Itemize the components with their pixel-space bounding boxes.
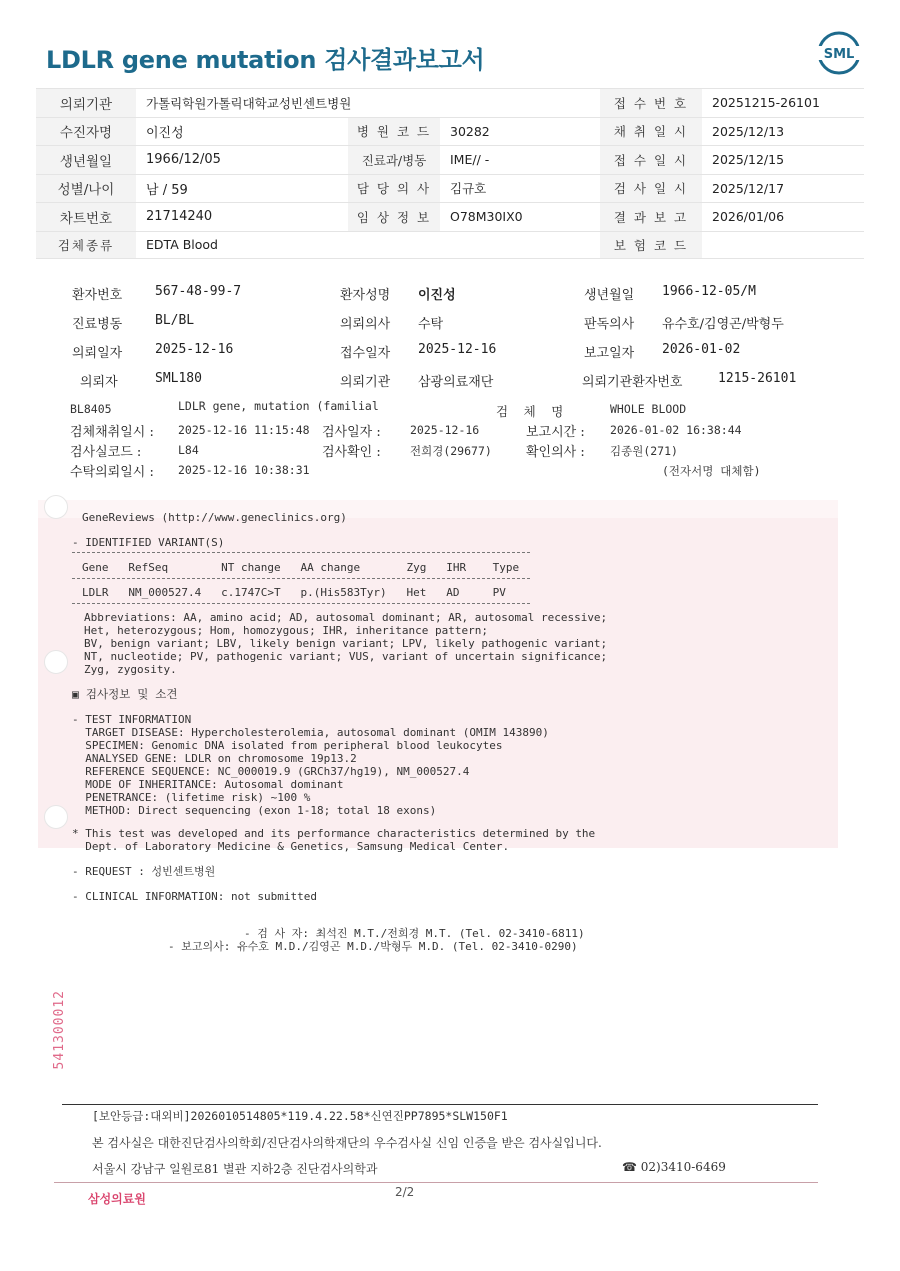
header-value: 2025/12/17 bbox=[712, 180, 785, 196]
page-number: 2/2 bbox=[395, 1185, 415, 1199]
report-title: LDLR gene mutation 검사결과보고서 bbox=[46, 46, 485, 74]
test-info-line: MODE OF INHERITANCE: Autosomal dominant bbox=[72, 778, 344, 791]
phone-line: ☎ 02)3410-6469 bbox=[622, 1160, 726, 1174]
patient-value: 2025-12-16 bbox=[155, 342, 234, 357]
patient-label: 판독의사 bbox=[584, 317, 635, 332]
header-label: 검체종류 bbox=[36, 232, 136, 259]
patient-value: 567-48-99-7 bbox=[155, 284, 242, 299]
reporter-line: - 보고의사: 유수호 M.D./김영곤 M.D./박형두 M.D. (Tel. 02-3410-0290) bbox=[168, 940, 578, 953]
test-info-line: REFERENCE SEQUENCE: NC_000019.9 (GRCh37/hg19), NM_000527.4 bbox=[72, 765, 470, 778]
hospital-name: 삼성의료원 bbox=[88, 1192, 146, 1206]
header-value: 김규호 bbox=[450, 181, 487, 197]
specimen-label: 검 체 명 bbox=[496, 404, 568, 419]
test-value: 2025-12-16 11:15:48 bbox=[178, 423, 310, 437]
abbrev-line: Abbreviations: AA, amino acid; AD, autosomal dominant; AR, autosomal recessive; bbox=[84, 611, 608, 624]
patient-value: 1215-26101 bbox=[718, 371, 797, 386]
header-label: 담 당 의 사 bbox=[348, 175, 440, 203]
patient-value: 1966-12-05/M bbox=[662, 284, 756, 299]
patient-value: 2025-12-16 bbox=[418, 342, 497, 357]
test-value: L84 bbox=[178, 443, 199, 457]
abbrev-line: Het, heterozygous; Hom, homozygous; IHR, inheritance pattern; bbox=[84, 624, 488, 637]
test-code: BL8405 bbox=[70, 402, 112, 416]
patient-label: 진료병동 bbox=[72, 317, 123, 332]
certification-line: 본 검사실은 대한진단검사의학회/진단검사의학재단의 우수검사실 신임 인증을 받은 검사실입니다. bbox=[92, 1136, 602, 1150]
test-value: 2025-12-16 bbox=[410, 423, 480, 437]
header-value: 남 / 59 bbox=[146, 182, 188, 198]
test-info-line: ANALYSED GENE: LDLR on chromosome 19p13.2 bbox=[72, 752, 357, 765]
table-rule bbox=[72, 552, 530, 553]
header-value: 이진성 bbox=[146, 125, 184, 141]
abbrev-line: NT, nucleotide; PV, pathogenic variant; VUS, variant of uncertain significance; bbox=[84, 650, 608, 663]
patient-label: 의뢰의사 bbox=[340, 317, 391, 332]
footer-rule bbox=[54, 1182, 818, 1183]
header-row bbox=[36, 88, 864, 117]
header-row bbox=[36, 145, 864, 174]
test-label: 확인의사 : bbox=[526, 445, 585, 460]
header-label: 성별/나이 bbox=[36, 175, 136, 203]
header-value: 2026/01/06 bbox=[712, 209, 785, 225]
test-info-line: SPECIMEN: Genomic DNA isolated from peripheral blood leukocytes bbox=[72, 739, 503, 752]
header-table bbox=[36, 88, 864, 259]
header-row bbox=[36, 174, 864, 203]
abbrev-line: Zyg, zygosity. bbox=[84, 663, 177, 676]
specimen-value: WHOLE BLOOD bbox=[610, 402, 687, 416]
patient-value: 이진성 bbox=[418, 288, 456, 303]
test-name: LDLR gene, mutation (familial bbox=[178, 399, 379, 413]
header-label: 의뢰기관 bbox=[36, 89, 136, 117]
examiner-line: - 검 사 자: 최석진 M.T./전희경 M.T. (Tel. 02-3410-6811) bbox=[244, 927, 585, 940]
request-line: - REQUEST : 성빈센트병원 bbox=[72, 865, 216, 878]
note-line: * This test was developed and its performance characteristics determined by the bbox=[72, 827, 596, 840]
e-signature-note: (전자서명 대체함) bbox=[662, 464, 761, 478]
header-value: 30282 bbox=[450, 123, 490, 139]
patient-value: 삼광의료재단 bbox=[418, 375, 494, 390]
patient-label: 의뢰일자 bbox=[72, 346, 123, 361]
header-label: 결 과 보 고 bbox=[600, 203, 702, 231]
header-label: 보 험 코 드 bbox=[600, 232, 702, 259]
variant-heading: - IDENTIFIED VARIANT(S) bbox=[72, 536, 225, 549]
test-info-line: TARGET DISEASE: Hypercholesterolemia, autosomal dominant (OMIM 143890) bbox=[72, 726, 549, 739]
header-label: 채 취 일 시 bbox=[600, 118, 702, 146]
header-value: 2025/12/13 bbox=[712, 123, 785, 139]
header-label: 접 수 번 호 bbox=[600, 89, 702, 117]
header-value: 21714240 bbox=[146, 209, 213, 225]
logo-text: SML bbox=[823, 47, 855, 62]
patient-value: 2026-01-02 bbox=[662, 342, 741, 357]
header-label: 차트번호 bbox=[36, 203, 136, 231]
punch-hole bbox=[44, 805, 68, 829]
header-label: 접 수 일 시 bbox=[600, 146, 702, 174]
patient-value: 수탁 bbox=[418, 317, 444, 332]
serial-number: 541300012 bbox=[52, 990, 67, 1070]
patient-label: 의뢰자 bbox=[80, 375, 118, 390]
sml-logo bbox=[816, 30, 862, 76]
patient-label: 접수일자 bbox=[340, 346, 391, 361]
gene-reviews-ref: GeneReviews (http://www.geneclinics.org) bbox=[82, 511, 347, 524]
abbrev-line: BV, benign variant; LBV, likely benign variant; LPV, likely pathogenic variant; bbox=[84, 637, 608, 650]
header-row bbox=[36, 231, 864, 260]
header-label: 검 사 일 시 bbox=[600, 175, 702, 203]
test-label: 검사확인 : bbox=[322, 445, 381, 460]
table-rule bbox=[72, 578, 530, 579]
footer-rule bbox=[62, 1104, 818, 1105]
security-line: [보안등급:대외비]2026010514805*119.4.22.58*신연진PP7895*SLW150F1 bbox=[92, 1109, 508, 1123]
header-value: IME// - bbox=[450, 152, 490, 168]
header-row bbox=[36, 117, 864, 146]
header-label: 진료과/병동 bbox=[348, 146, 440, 174]
test-value: 전희경(29677) bbox=[410, 444, 492, 458]
header-value bbox=[702, 232, 864, 259]
address-line: 서울시 강남구 일원로81 별관 지하2층 진단검사의학과 bbox=[92, 1162, 378, 1176]
test-label: 보고시간 : bbox=[526, 425, 585, 440]
test-label: 검체채취일시 : bbox=[70, 425, 154, 440]
header-label: 수진자명 bbox=[36, 118, 136, 146]
patient-label: 보고일자 bbox=[584, 346, 635, 361]
header-label: 병 원 코 드 bbox=[348, 118, 440, 146]
patient-value: 유수호/김영곤/박형두 bbox=[662, 317, 784, 332]
test-info-line: - TEST INFORMATION bbox=[72, 713, 192, 726]
test-value: 김종원(271) bbox=[610, 444, 678, 458]
header-value: EDTA Blood bbox=[146, 237, 218, 253]
test-label: 검사실코드 : bbox=[70, 445, 142, 460]
patient-label: 환자성명 bbox=[340, 288, 391, 303]
variant-table-row: LDLR NM_000527.4 c.1747C>T p.(His583Tyr) Het AD PV bbox=[82, 586, 506, 599]
clinical-info-line: - CLINICAL INFORMATION: not submitted bbox=[72, 890, 318, 903]
header-label: 생년월일 bbox=[36, 146, 136, 174]
section-heading: ▣ 검사정보 및 소견 bbox=[72, 687, 178, 701]
test-label: 검사일자 : bbox=[322, 425, 381, 440]
test-value: 2026-01-02 16:38:44 bbox=[610, 423, 742, 437]
patient-label: 환자번호 bbox=[72, 288, 123, 303]
note-line: Dept. of Laboratory Medicine & Genetics, Samsung Medical Center. bbox=[72, 840, 510, 853]
test-info-line: METHOD: Direct sequencing (exon 1-18; total 18 exons) bbox=[72, 804, 437, 817]
header-value: O78M30IX0 bbox=[450, 209, 523, 225]
patient-value: SML180 bbox=[155, 371, 202, 386]
patient-label: 생년월일 bbox=[584, 288, 635, 303]
header-value: 20251215-26101 bbox=[712, 95, 820, 111]
test-value: 2025-12-16 10:38:31 bbox=[178, 463, 310, 477]
patient-value: BL/BL bbox=[155, 313, 195, 328]
header-row bbox=[36, 202, 864, 231]
test-label: 수탁의뢰일시 : bbox=[70, 465, 154, 480]
punch-hole bbox=[44, 495, 68, 519]
test-info-line: PENETRANCE: (lifetime risk) ~100 % bbox=[72, 791, 311, 804]
table-rule bbox=[72, 603, 530, 604]
variant-table-header: Gene RefSeq NT change AA change Zyg IHR Type bbox=[82, 561, 520, 574]
header-label: 임 상 정 보 bbox=[348, 203, 440, 231]
header-value: 1966/12/05 bbox=[146, 152, 221, 168]
punch-hole bbox=[44, 650, 68, 674]
header-value: 가톨릭학원가톨릭대학교성빈센트병원 bbox=[146, 95, 352, 111]
patient-label: 의뢰기관환자번호 bbox=[582, 375, 683, 390]
patient-label: 의뢰기관 bbox=[340, 375, 391, 390]
header-value: 2025/12/15 bbox=[712, 152, 785, 168]
